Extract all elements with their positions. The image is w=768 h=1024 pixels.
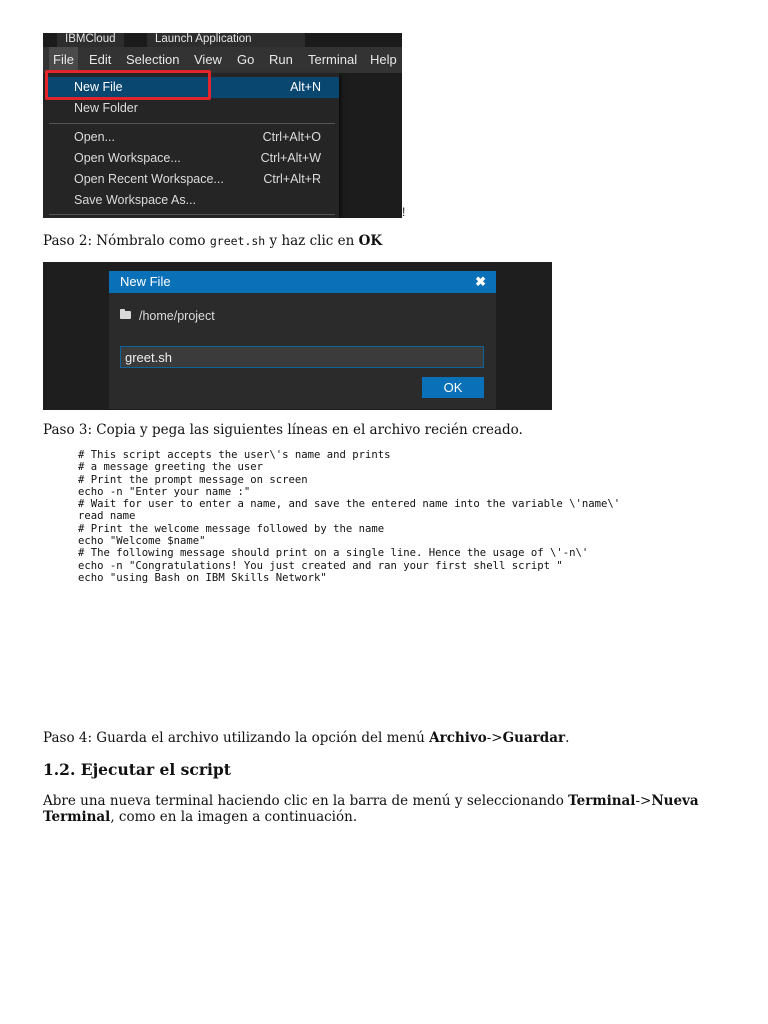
terminal-paragraph-line1 <box>43 793 699 809</box>
menu-item-label: Open Workspace... <box>74 151 181 165</box>
dialog-path-text: /home/project <box>139 309 215 323</box>
menu-item-open-workspace[interactable] <box>45 148 339 169</box>
code-line: # a message greeting the user <box>78 461 263 474</box>
menu-item-label: New File <box>74 80 123 94</box>
code-block <box>78 449 620 584</box>
menu-item-shortcut: Ctrl+Alt+W <box>260 151 321 165</box>
para-end: , como en la imagen a continuación. <box>110 809 358 825</box>
code-line: echo "using Bash on IBM Skills Network" <box>78 571 327 584</box>
new-file-dialog <box>109 271 496 409</box>
menu-item-label: New Folder <box>74 101 138 115</box>
ok-button[interactable]: OK <box>422 377 484 398</box>
menu-view[interactable]: View <box>194 52 222 67</box>
menu-run[interactable]: Run <box>269 52 293 67</box>
menu-item-label: Open Recent Workspace... <box>74 172 224 186</box>
menu-item-shortcut: Ctrl+Alt+R <box>263 172 321 186</box>
code-line: echo -n "Enter your name :" <box>78 485 251 498</box>
code-line: echo -n "Congratulations! You just created and ran your first shell script " <box>78 559 563 572</box>
dialog-title: New File <box>120 274 171 289</box>
dialog-path <box>120 307 215 325</box>
tab-launch-application[interactable]: Launch Application <box>147 33 305 47</box>
code-line: # The following message should print on a single line. Hence the usage of \'-n\' <box>78 547 589 560</box>
menu-separator <box>49 214 335 215</box>
close-icon[interactable]: ✖ <box>475 274 486 289</box>
para-nueva: Nueva <box>651 793 699 809</box>
stray-mark: ! <box>402 205 406 219</box>
step2-text <box>43 233 382 249</box>
step2-ok: OK <box>358 233 383 249</box>
code-line: read name <box>78 510 136 523</box>
step4-prefix: Paso 4: Guarda el archivo utilizando la opción del menú <box>43 730 430 746</box>
editor-background <box>339 73 402 218</box>
step3-text: Paso 3: Copia y pega las siguientes líneas en el archivo recién creado. <box>43 422 523 438</box>
para-arrow: -> <box>635 793 652 809</box>
code-line: # Print the prompt message on screen <box>78 473 308 486</box>
para-terminal: Terminal <box>568 793 636 809</box>
step2-prefix: Paso 2: Nómbralo como <box>43 233 210 249</box>
menu-item-save-workspace-as[interactable] <box>45 190 339 211</box>
menu-item-shortcut: Alt+N <box>290 80 321 94</box>
new-file-dialog-screenshot <box>43 262 552 410</box>
section-heading: 1.2. Ejecutar el script <box>43 760 231 779</box>
menu-item-new-folder[interactable] <box>45 98 339 119</box>
filename-input[interactable] <box>120 346 484 368</box>
step4-arrow: -> <box>486 730 503 746</box>
para-terminal2: Terminal <box>43 809 111 825</box>
step4-menu-guardar: Guardar <box>502 730 566 746</box>
menu-go[interactable]: Go <box>237 52 255 67</box>
section-heading-wrap <box>43 760 231 779</box>
para-prefix: Abre una nueva terminal haciendo clic en la barra de menú y seleccionando <box>43 793 569 809</box>
menu-item-label: Open... <box>74 130 115 144</box>
code-line: # This script accepts the user\'s name and prints <box>78 449 391 461</box>
menu-item-shortcut: Ctrl+Alt+O <box>262 130 321 144</box>
terminal-paragraph <box>43 793 699 825</box>
menu-item-open-recent-workspace[interactable] <box>45 169 339 190</box>
code-line: # Wait for user to enter a name, and save the entered name into the variable \'name\' <box>78 498 621 511</box>
dialog-header <box>109 271 496 293</box>
ide-menu-screenshot <box>43 33 402 218</box>
menu-separator <box>49 123 335 124</box>
menu-help[interactable]: Help <box>370 52 397 67</box>
menu-terminal[interactable]: Terminal <box>308 52 358 67</box>
step4-menu-archivo: Archivo <box>429 730 487 746</box>
menu-item-label: Save Workspace As... <box>74 193 197 207</box>
menu-selection[interactable]: Selection <box>126 52 180 67</box>
step2-filename: greet.sh <box>209 234 266 248</box>
ide-tab-bar <box>43 33 402 47</box>
code-line: echo "Welcome $name" <box>78 535 206 548</box>
red-highlight-box <box>45 70 211 100</box>
terminal-paragraph-line2 <box>43 809 699 825</box>
step2-middle: y haz clic en <box>265 233 359 249</box>
menu-item-open[interactable] <box>45 127 339 148</box>
tab-ibmcloud[interactable]: IBMCloud <box>57 33 124 47</box>
menu-edit[interactable]: Edit <box>89 52 112 67</box>
code-line: # Print the welcome message followed by the name <box>78 522 385 535</box>
step4-end: . <box>565 730 570 746</box>
step4-text <box>43 730 569 746</box>
menu-file[interactable]: File <box>49 47 78 73</box>
folder-icon <box>120 311 131 319</box>
